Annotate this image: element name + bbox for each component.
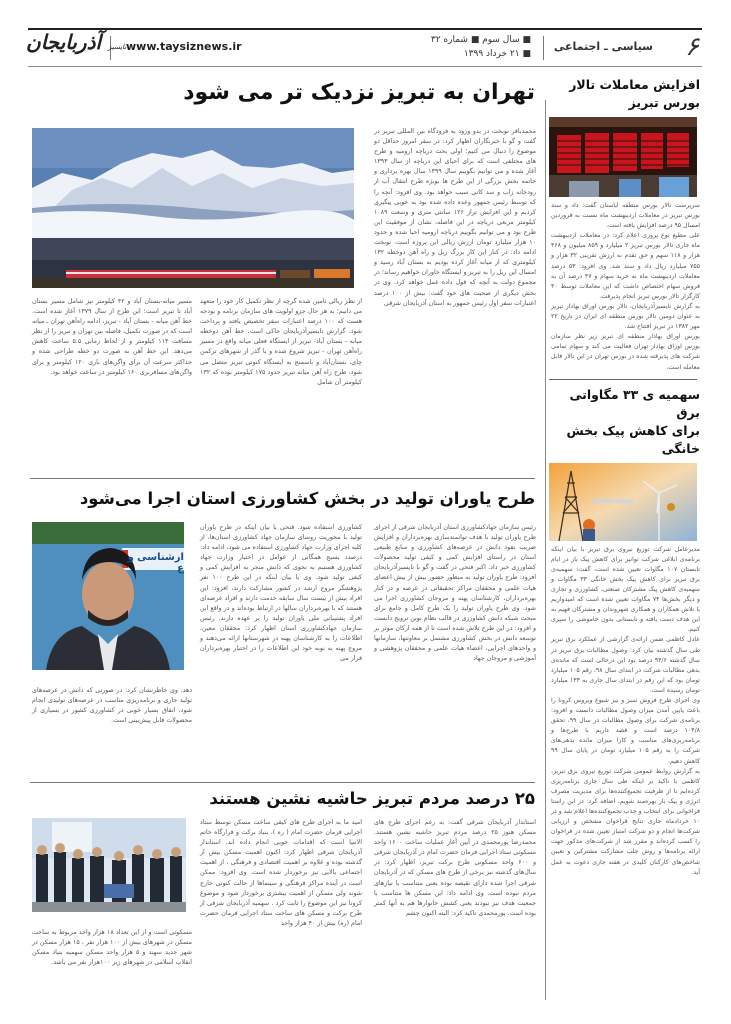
mountains-train-image [32, 128, 354, 288]
header-bottom-rule [28, 66, 702, 67]
newspaper-logo [26, 30, 126, 54]
article2-column-right: رئیس سازمان جهادکشاورزی استان آذربایجان شرقی از اجرای طرح یاوران تولید با هدف توانمندسازی بهره‌برداران و افزایش ضریب نفوذ دانش در عرصه‌های کشاورزی و منابع طبیعی استان در راستای افزایش کمی و کیفی تولید محصولات کشاورزی خبر داد. اکبر فتحی در گفت و گو با تایسیزآذربایجان افزود: طرح یاوران تولید به منظور حضور بیش از بیش اعضای هیات علمی و محققان مراکز تحقیقاتی در عرصه و در کنار بهره‌برداران، کارشناسان پهنه و مروجان کشاورزی اجرا می شود. وی طرح یاوران تولید را یک طرح کامل و جامع برای مبحث شبکه دانش کشاورزی در قالب نظام نوین ترویج دانست و افزود: در این طرح تلاش شده است تا از همه ارکان موثر بر توسعه دانش در بخش کشاورزی مشتمل بر معاونتها، سازمانها و واحدهای اجرایی، اعضاء هیات علمی و محققان پژوهشی و آموزشی و مروجان جهاد [374, 524, 536, 663]
issue-number: ■ سال سوم ■ شماره ۳۲ [430, 35, 531, 45]
article1-column-left: مسیر میانه-بستان آباد و ۴۲ کیلومتر نیز شامل مسیر بستان آباد تا تبریز است؛ این طرح از سال ۱۳۷۹ آغاز شده است. خط آهن میانه - بستان آباد - تبریز، ادامه راه‌آهن تهران ـ میانه است که در صورت تکمیل، فاصله بین تهران و تبریز را از نظر مسافت ۱۱۴ کیلومتر و از لحاظ زمانی ۵.۵ ساعت کاهش می‌دهد. این خط آهن به صورت دو خطه طراحی شده و حداکثر سرعت آن برای واگن‌های باری ۱۲۰ کیلومتر و برای واگن‌های مسافربری ۱۶۰ کیلومتر در ساعت خواهد بود. [32, 298, 193, 376]
article2-column-left: دهد. وی خاطرنشان کرد: در صورتی که دانش در عرصه‌های تولید جاری و برنامه‌ریزی مناسب در عرصه‌های تولیدی انجام شود، اتفاق بسیار خوبی در کشاورزی کشور در بسیاری از محصولات قابل پیش‌بینی است. [32, 687, 192, 725]
power-lines-illustration [549, 463, 697, 541]
banner-text: ارشناسی و ع [127, 552, 184, 574]
article3-headline[interactable]: ۲۵ درصد مردم تبریز حاشیه نشین هستند [209, 789, 535, 808]
ceremony-illustration [32, 818, 186, 912]
sidebar-story-electricity [545, 386, 703, 878]
issue-info [431, 33, 531, 61]
article-divider [30, 478, 535, 479]
story-title[interactable]: افزایش معاملات تالار بورس تبریز [569, 77, 700, 110]
article3-column-middle: امید ما به اجرای طرح های کیفی ساخت مسکن توسط ستاد اجرایی فرمان حضرت امام ( ره )، بنیاد برکت و قرارگاه خاتم الانبیا است که اقدامات خوبی انجام داده اند. استاندار آذربایجان شرقی اظهار کرد: اکنون اهمیت مسکن بیش از گذشته بوده و علاوه بر اهمیت اقتصادی و فرهنگی ، از اهمیت اجتماعی بالایی نیز برخوردار شده است. وی افزود: ممکن است در آینده مراکز فرهنگی و سینماها از حالت کنونی خارج شوند ولی مسکن از اهمیت بیشتری برخوردار شود و موضوع کرونا نیز این موضوع را ثابت کرد . سهمیه آذربایجان شرقی از طرح برکت و مسکن های ساخت ستاد اجرایی فرمان حضرت امام (ره) بیش از ۴۰ هزار واحد [200, 819, 362, 927]
article1-column-right: محمدباقر نوبخت در بدو ورود به فرودگاه بین المللی تبریز در گفت و گو با خبرنگاران اظهار کرد: در سفر امروز حداقل دو موضوع را دنبال می کنیم؛ اولی بحث دریاچه ارومیه و طرح های مختلفی است که برای احیای این دریاچه از سال ۱۳۹۳ آغاز شده و می توانیم بگوییم سال ۱۳۹۹ سال بهره برداری و خاتمه بخش بزرگی از این طرح ها بویژه طرح انتقال آب از رودخانه زاب و سد کانی سیب خواهد بود. وی افزود: آنچه را که توسط رئیس جمهور وعده داده شده بود به خوبی پیگیری کردیم و این افزایش تراز ۱۲۶ سانتی متری و وسعت ۱۰۸۹ کیلومتر مربعی دریاچه در این فاصله، نشان از موفقیت این طرح بود و می توانیم بگوییم دریاچه ارومیه احیا شده و حدود ۱۰ هزار میلیارد تومان ارزش ریالی این پروژه است. نوبخت ادامه داد: در کنار این کار بزرگ ریل و راه آهن دوخطه ۱۳۲ کیلومتری که از میانه آغاز کرده بودیم به بستان آباد رسید و امسال این ریل را به تبریز و ایستگاه خاوران خواهیم رساند؛ در مجموع دولت به آنچه که قول داده عمل خواهد کرد. وی در بخش دیگری از صحبت های خود گفت: بیش از ۱۰۰ درصد اعتبارات سفر اول رئیس جمهور به استان آذربایجان شرقی [374, 128, 536, 307]
header-divider [543, 36, 544, 60]
article3-column-right: استاندار آذربایجان شرقی گفت: به رغم اجرای طرح های مسکن هنوز ۲۵ درصد مردم تبریز حاشیه نشین هستند. محمدرضا پورمحمدی در آیین آغاز عملیات ساخت ۱۶۰۰ واحد مسکونی ستاد اجرایی فرمان حضرت امام در آذربایجان شرقی و ۶۰۰ واحد مسکونی طرح برکت تبریز، اظهار کرد: در سال‌های گذشته نیز برخی از طرح های مسکن که در آذربایجان شرقی اجرا شده دارای نقیصه بوده یعنی متناسب با نیازهای مردم نبوده است. وی ادامه داد: این مسکن ها متناسب با جمعیت هدف نیز نبودند یعنی کشش خانوارها هم به آنها کمتر بوده است. پورمحمدی تاکید کرد: البته اکنون چشم [374, 819, 537, 917]
ceremony-image [32, 818, 186, 912]
power-lines-image [549, 463, 697, 541]
official-portrait-image [32, 522, 184, 670]
website-link[interactable]: www.taysiznews.ir [126, 40, 242, 53]
header-top-rule [28, 28, 702, 30]
article-divider [30, 782, 535, 783]
page-number: ۶ [685, 32, 699, 62]
stock-board-illustration [549, 117, 697, 197]
story-divider [549, 379, 697, 380]
article3-column-left: مسکونی است و از این تعداد ۱۸ هزار واحد مربوط به ساخت مسکن در شهرهای بیش از ۱۰۰ هزار نفر ، ۱۵ هزار مسکن در شهر جدید سهند و ۵ هزار واحد مسکن سهمیه بنیاد مسکن انقلاب اسلامی در شهرهای زیر ۱۰۰هزار نفر می باشد. [32, 929, 192, 967]
article2-headline[interactable]: طرح یاوران تولید در بخش کشاورزی استان اجرا می‌شود [79, 489, 535, 508]
logo-prefix: تایسیز [108, 43, 127, 51]
portrait-illustration [32, 522, 184, 670]
logo-text: آذربایجان [26, 30, 102, 54]
article1-headline[interactable]: تهران به تبریز نزدیک تر می شود [183, 80, 535, 105]
sidebar-story-bourse [545, 76, 703, 373]
sidebar [545, 70, 703, 1016]
story-body: مدیرعامل شرکت توزیع نیروی برق تبریز با بیان اینکه برنامه‌ی ابلاغی شرکت توانیر برای کاهش پیک بار در ایام تابستان ۱۰۷ مگاوات تعیین شده است، گفت: سهمیه‌ی برق تبریز برای کاهش پیک بخش خانگی ۳۳ مگاوات و سهمیه‌ی کاهش پیک مشترکان صنعتی، کشاورزی و تجاری و دیگر بخش‌ها ۷۴ مگاوات تعیین شده است که امیدواریم با تلاش همکاران و همکاری شهروندان و مشترکان فهیم به این هدف دست یافته و تابستانی بدون خاموشی را سپری کنیم. عادل کاظمی ضمن ارائه‌ی گزارشی از عملکرد برق تبریز طی سال گذشته بیان کرد: وصول مطالبات برق تبریز در سال گذشته ۹۴/۶ درصد بود این درحالی است که مانده‌ی بدهی مطالبات شرکت در ابتدای سال ۹۸، رقم ۱۰۵ میلیارد تومان بود که این رقم در ابتدای سال جاری به ۱۳۳ میلیارد تومان رسیده است. وی اجرای طرح فروش سبز و نیز شیوع ویروس کرونا را باعث پایین آمدن میزان وصول مطالبات دانست و افزود: برنامه‌ی شرکت برای وصول مطالبات در سال ۹۹، تحقق ۱۰۴/۸ درصد است و قصد داریم با طرح‌ها و برنامه‌ریزی‌های مناسب و کارا میزان مانده بدهی‌های شرکت را به رقم ۱۰۵ میلیارد تومان در پایان سال ۹۹ کاهش دهیم. به گزارش روابط عمومی شرکت توزیع نیروی برق تبریز، کاظمی با تاکید بر اینکه طی سال جاری برنامه‌ریزی کرده‌ایم تا از ظرفیت تجمیع‌کننده‌ها برای مدیریت مصرف انرژی و پیک بار بهره‌مند شویم، اضافه کرد: در این راستا فراخوانی برای انتخاب و جذب تجمیع‌کننده‌ها اعلام شد و در ۱۰ خردادماه جاری نتایج فراخوان مشخص و ارزیابی شرکت‌ها انجام و دو شرکت امتیاز تعیین شده در فراخوان را کسب کرده‌اند و مقرر شد از شرکت‌های مذکور جهت ارائه برنامه‌ها و روش جلب مشارکت مشترکین و تعیین شاخص‌های کارکنان کلیدی در هفته جاری دعوت به عمل آید. [551, 545, 701, 876]
article1-column-middle: از نظر ریالی تامین شده گرچه از نظر تکمیل کار خود را متعهد می دانیم؛ به هر حال جزو اولویت های سازمان برنامه و بودجه هست که ۱۰۰ درصد اعتبارات سفر تخصیص یافته و پرداخت شود. گزارش تایسیزآذربایجان حاکی است، خط آهن دوخطه میانه - بستان آباد- تبریز از ایستگاه فعلی میانه واقع در مسیر راه‌آهن تهران - تبریز شروع شده و با گذر از شهرهای ترکمن چای، بستان‌آباد و باسمنج به ایستگاه کنونی تبریز متصل می شود. طرح راه آهن میانه تبریز حدود ۱۷۵ کیلومتر بوده که ۱۳۲ کیلومتر آن شامل [200, 298, 362, 386]
article2-column-middle: کشاورزی استفاده شود. فتحی با بیان اینکه در طرح یاوران تولید با محوریت روسای سازمان جهاد کشاورزی استان‌ها، از کلیه اجزای وزارت جهاد کشاورزی استفاده می شود، ادامه داد: درصدد بسیج همگانی از عوامل در اختیار وزارت جهاد کشاورزی هستیم به نحوی که دانش منجر به افزایش کمی و کیفی تولید شود. وی با بیان اینکه در این طرح ۱۰۰ نفر پژوهشگر مروج ارشد در کشور مشارکت دارند، افزود: این افراد بیش از بیست سال سابقه خدمت دارند و افراد عرصه‌ای هستند که با بهره‌برداران سالها در ارتباط بوده‌اند و در واقع این افراد پشتیبانی ملی یاوران تولید را بر عهده دارند. رئیس سازمان جهادکشاورزی استان اظهار کرد: محققان معین، اطلاعات را به کارشناسان پهنه در شهرستانها ارائه می‌دهند و مروج پهنه به نوبه خود این اطلاعات را در اختیار بهره‌برداران قرار می [200, 524, 362, 663]
story-body: سرپرست تالار بورس منطقه ایاستان گفت: داد و ستد بورس تبریز در معاملات اردیبهشت ماه نسبت به فروردین امسال ۹۵ درصد افزایش یافته است. علی مطیع نوع پروری اعلام کرد: در معاملات اردیبهشت ماه جاری تالار بورس تبریز ۲ میلیارد و ۸۵۹ میلیون و ۴۶۸ هزار و ۱۱۸ سهم و حق تقدم به ارزش تقریبی ۳۲ هزار و ۷۵۵ میلیارد ریال داد و ستد شد. وی افزود: ۵۳ درصد معاملات اردیبهشت ماه به خرید سهام و ۴۷ درصد آن به فروش سهام اختصاص داشت که این معاملات توسط ۴۰ کارگزار تالار بورس تبریز انجام پذیرفت. به گزارش تایسیزآذربایجان، تالار بورس اوراق بهادار تبریز به عنوان دومین تالار بورس منطقه ای ایران در تاریخ ۲۲ مهر ۱۳۸۲ در تبریز افتتاح شد. بورس اوراق بهادار منطقه ای تبریز زیر نظر سازمان بورس اوراق بهادار تهران فعالیت می کند و سهام تمامی شرکت های پذیرفته شده در بورس تهران در این تالار قابل معامله است. [551, 202, 701, 371]
issue-date: ■ ۲۱ خرداد ۱۳۹۹ [463, 49, 531, 59]
mountains-train-illustration [32, 128, 354, 288]
story-title[interactable]: سهمیه ی ۳۳ مگاواتی برق برای کاهش پیک بخش خانگی [566, 386, 700, 456]
section-title: سیاسی ـ اجتماعی [553, 40, 653, 53]
stock-board-image [549, 117, 697, 197]
